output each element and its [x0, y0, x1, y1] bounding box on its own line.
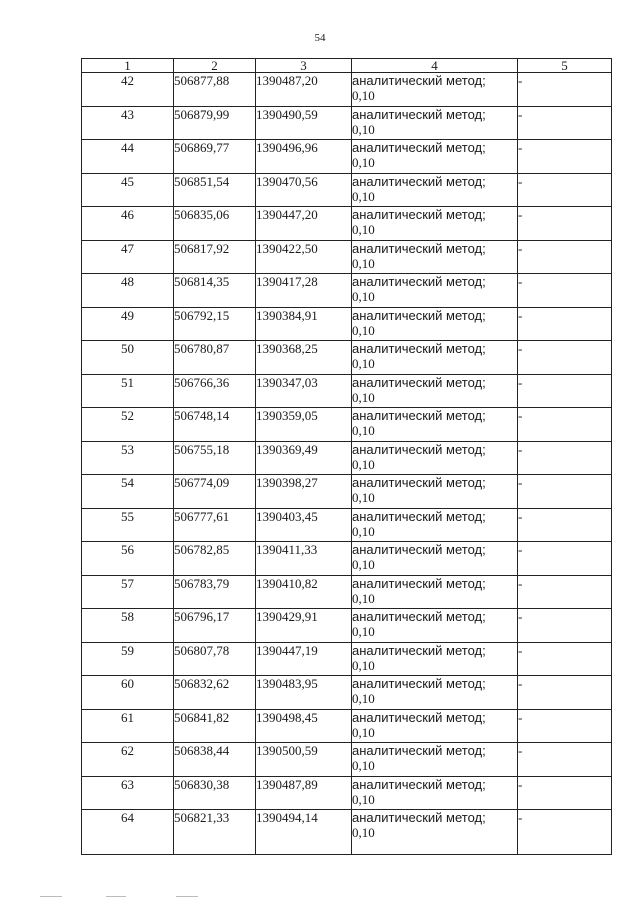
table-header: [82, 59, 612, 73]
note-cell: -: [518, 307, 612, 341]
note-cell: -: [518, 173, 612, 207]
accuracy-text: 0,10: [352, 490, 375, 505]
note-cell: -: [518, 475, 612, 509]
method-text: аналитический метод;: [352, 508, 486, 524]
x-coordinate-cell: 506783,79: [174, 575, 256, 609]
page-number: 54: [314, 32, 326, 44]
method-text: аналитический метод;: [352, 274, 486, 289]
table-row: [82, 709, 612, 743]
method-cell: [352, 307, 518, 341]
point-number-cell: 60: [82, 676, 174, 710]
point-number-cell: 62: [82, 743, 174, 777]
column-header-5: 5: [518, 59, 612, 73]
accuracy-text: 0,10: [352, 389, 375, 405]
column-header-2: 2: [174, 59, 256, 73]
accuracy-text: 0,10: [352, 456, 375, 472]
table-row: [82, 240, 612, 274]
y-coordinate-cell: 1390411,33: [256, 542, 352, 576]
method-text: аналитический метод;: [352, 374, 486, 390]
table-row: [82, 609, 612, 643]
note-cell: -: [518, 207, 612, 241]
method-cell: [352, 106, 518, 140]
y-coordinate-cell: 1390403,45: [256, 508, 352, 542]
method-text: аналитический метод;: [352, 106, 486, 122]
method-cell: [352, 575, 518, 609]
note-cell: -: [518, 140, 612, 174]
x-coordinate-cell: 506796,17: [174, 609, 256, 643]
table-row: [82, 542, 612, 576]
point-number-cell: 50: [82, 341, 174, 375]
note-cell: -: [518, 575, 612, 609]
table-row: [82, 207, 612, 241]
note-cell: -: [518, 709, 612, 743]
point-number-cell: 47: [82, 240, 174, 274]
accuracy-text: 0,10: [352, 590, 375, 606]
table-row: [82, 106, 612, 140]
accuracy-text: 0,10: [352, 557, 375, 572]
y-coordinate-cell: 1390417,28: [256, 274, 352, 308]
method-cell: [352, 341, 518, 375]
accuracy-text: 0,10: [352, 523, 375, 539]
y-coordinate-cell: 1390483,95: [256, 676, 352, 710]
x-coordinate-cell: 506748,14: [174, 408, 256, 442]
x-coordinate-cell: 506879,99: [174, 106, 256, 140]
note-cell: -: [518, 609, 612, 643]
y-coordinate-cell: 1390447,20: [256, 207, 352, 241]
method-text: аналитический метод;: [352, 441, 486, 457]
y-coordinate-cell: 1390500,59: [256, 743, 352, 777]
table-row: [82, 173, 612, 207]
method-text: аналитический метод;: [352, 408, 486, 423]
method-cell: [352, 743, 518, 777]
method-cell: [352, 274, 518, 308]
point-number-cell: 43: [82, 106, 174, 140]
method-text: аналитический метод;: [352, 575, 486, 591]
method-text: аналитический метод;: [352, 776, 486, 792]
x-coordinate-cell: 506777,61: [174, 508, 256, 542]
y-coordinate-cell: 1390347,03: [256, 374, 352, 408]
accuracy-text: 0,10: [352, 289, 375, 304]
y-coordinate-cell: 1390359,05: [256, 408, 352, 442]
point-number-cell: 64: [82, 810, 174, 855]
method-cell: [352, 776, 518, 810]
y-coordinate-cell: 1390487,20: [256, 73, 352, 107]
table-row: [82, 743, 612, 777]
method-cell: [352, 73, 518, 107]
method-cell: [352, 676, 518, 710]
point-number-cell: 59: [82, 642, 174, 676]
x-coordinate-cell: 506851,54: [174, 173, 256, 207]
method-cell: [352, 475, 518, 509]
table-row: [82, 73, 612, 107]
note-cell: -: [518, 810, 612, 855]
method-text: аналитический метод;: [352, 642, 486, 658]
table-row: [82, 810, 612, 855]
note-cell: -: [518, 374, 612, 408]
point-number-cell: 56: [82, 542, 174, 576]
table-row: [82, 374, 612, 408]
accuracy-text: 0,10: [352, 188, 375, 204]
method-cell: [352, 810, 518, 855]
note-cell: -: [518, 441, 612, 475]
note-cell: -: [518, 642, 612, 676]
accuracy-text: 0,10: [352, 322, 375, 338]
point-number-cell: 55: [82, 508, 174, 542]
x-coordinate-cell: 506835,06: [174, 207, 256, 241]
table-row: [82, 307, 612, 341]
table-row: [82, 274, 612, 308]
column-header-3: 3: [256, 59, 352, 73]
table-row: [82, 341, 612, 375]
note-cell: -: [518, 542, 612, 576]
method-text: аналитический метод;: [352, 542, 486, 557]
method-cell: [352, 508, 518, 542]
method-text: аналитический метод;: [352, 810, 486, 825]
y-coordinate-cell: 1390422,50: [256, 240, 352, 274]
y-coordinate-cell: 1390487,89: [256, 776, 352, 810]
note-cell: -: [518, 274, 612, 308]
x-coordinate-cell: 506755,18: [174, 441, 256, 475]
y-coordinate-cell: 1390447,19: [256, 642, 352, 676]
table-row: [82, 441, 612, 475]
point-number-cell: 54: [82, 475, 174, 509]
x-coordinate-cell: 506841,82: [174, 709, 256, 743]
method-cell: [352, 609, 518, 643]
x-coordinate-cell: 506814,35: [174, 274, 256, 308]
y-coordinate-cell: 1390490,59: [256, 106, 352, 140]
accuracy-text: 0,10: [352, 155, 375, 170]
point-number-cell: 42: [82, 73, 174, 107]
y-coordinate-cell: 1390494,14: [256, 810, 352, 855]
method-text: аналитический метод;: [352, 207, 486, 222]
accuracy-text: 0,10: [352, 758, 375, 773]
x-coordinate-cell: 506830,38: [174, 776, 256, 810]
method-text: аналитический метод;: [352, 240, 486, 256]
method-cell: [352, 140, 518, 174]
y-coordinate-cell: 1390496,96: [256, 140, 352, 174]
y-coordinate-cell: 1390368,25: [256, 341, 352, 375]
note-cell: -: [518, 106, 612, 140]
method-text: аналитический метод;: [352, 341, 486, 356]
y-coordinate-cell: 1390384,91: [256, 307, 352, 341]
y-coordinate-cell: 1390398,27: [256, 475, 352, 509]
accuracy-text: 0,10: [352, 255, 375, 271]
method-cell: [352, 240, 518, 274]
footer-scan-marks: [40, 896, 600, 902]
x-coordinate-cell: 506817,92: [174, 240, 256, 274]
point-number-cell: 44: [82, 140, 174, 174]
table-row: [82, 408, 612, 442]
point-number-cell: 45: [82, 173, 174, 207]
accuracy-text: 0,10: [352, 88, 375, 103]
column-header-4: 4: [352, 59, 518, 73]
method-text: аналитический метод;: [352, 676, 486, 691]
accuracy-text: 0,10: [352, 356, 375, 371]
x-coordinate-cell: 506774,09: [174, 475, 256, 509]
table-row: [82, 776, 612, 810]
accuracy-text: 0,10: [352, 624, 375, 639]
point-number-cell: 48: [82, 274, 174, 308]
table-row: [82, 575, 612, 609]
method-cell: [352, 642, 518, 676]
note-cell: -: [518, 240, 612, 274]
x-coordinate-cell: 506832,62: [174, 676, 256, 710]
point-number-cell: 57: [82, 575, 174, 609]
accuracy-text: 0,10: [352, 423, 375, 438]
y-coordinate-cell: 1390498,45: [256, 709, 352, 743]
note-cell: -: [518, 508, 612, 542]
accuracy-text: 0,10: [352, 121, 375, 137]
method-cell: [352, 542, 518, 576]
table-row: [82, 475, 612, 509]
x-coordinate-cell: 506807,78: [174, 642, 256, 676]
note-cell: -: [518, 743, 612, 777]
x-coordinate-cell: 506780,87: [174, 341, 256, 375]
table-row: [82, 642, 612, 676]
point-number-cell: 52: [82, 408, 174, 442]
method-cell: [352, 408, 518, 442]
x-coordinate-cell: 506877,88: [174, 73, 256, 107]
method-text: аналитический метод;: [352, 73, 486, 88]
table-row: [82, 508, 612, 542]
method-text: аналитический метод;: [352, 173, 486, 189]
y-coordinate-cell: 1390470,56: [256, 173, 352, 207]
method-cell: [352, 709, 518, 743]
header-row: [82, 59, 612, 73]
accuracy-text: 0,10: [352, 791, 375, 807]
method-cell: [352, 441, 518, 475]
note-cell: -: [518, 408, 612, 442]
x-coordinate-cell: 506838,44: [174, 743, 256, 777]
point-number-cell: 49: [82, 307, 174, 341]
point-number-cell: 51: [82, 374, 174, 408]
method-text: аналитический метод;: [352, 140, 486, 155]
point-number-cell: 53: [82, 441, 174, 475]
accuracy-text: 0,10: [352, 691, 375, 706]
method-text: аналитический метод;: [352, 475, 486, 490]
method-cell: [352, 173, 518, 207]
x-coordinate-cell: 506792,15: [174, 307, 256, 341]
method-cell: [352, 374, 518, 408]
method-text: аналитический метод;: [352, 709, 486, 725]
x-coordinate-cell: 506869,77: [174, 140, 256, 174]
method-text: аналитический метод;: [352, 743, 486, 758]
accuracy-text: 0,10: [352, 657, 375, 673]
point-number-cell: 61: [82, 709, 174, 743]
y-coordinate-cell: 1390429,91: [256, 609, 352, 643]
table-row: [82, 140, 612, 174]
coordinates-table: [81, 58, 612, 855]
point-number-cell: 63: [82, 776, 174, 810]
accuracy-text: 0,10: [352, 222, 375, 237]
x-coordinate-cell: 506782,85: [174, 542, 256, 576]
y-coordinate-cell: 1390410,82: [256, 575, 352, 609]
column-header-1: 1: [82, 59, 174, 73]
method-text: аналитический метод;: [352, 307, 486, 323]
note-cell: -: [518, 341, 612, 375]
accuracy-text: 0,10: [352, 825, 375, 840]
note-cell: -: [518, 676, 612, 710]
table-body: [82, 73, 612, 855]
method-cell: [352, 207, 518, 241]
x-coordinate-cell: 506766,36: [174, 374, 256, 408]
accuracy-text: 0,10: [352, 724, 375, 740]
note-cell: -: [518, 776, 612, 810]
table-row: [82, 676, 612, 710]
method-text: аналитический метод;: [352, 609, 486, 624]
point-number-cell: 58: [82, 609, 174, 643]
point-number-cell: 46: [82, 207, 174, 241]
note-cell: -: [518, 73, 612, 107]
y-coordinate-cell: 1390369,49: [256, 441, 352, 475]
x-coordinate-cell: 506821,33: [174, 810, 256, 855]
